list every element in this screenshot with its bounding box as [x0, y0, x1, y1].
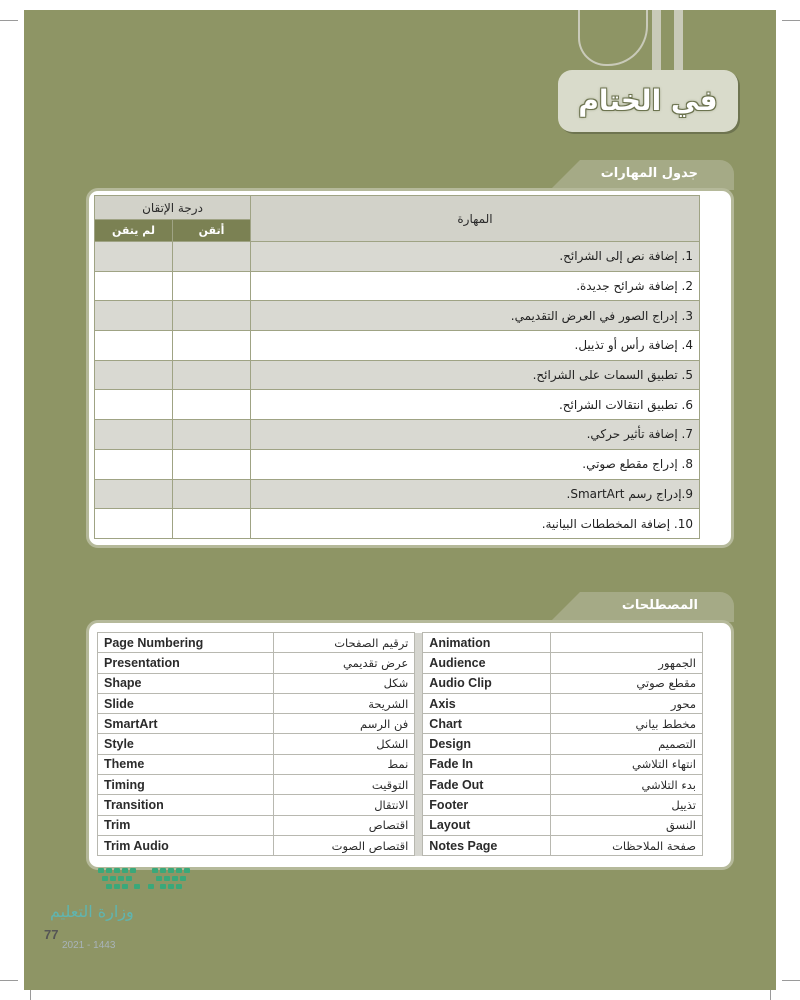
column-divider [415, 653, 423, 673]
mastered-cell[interactable] [173, 420, 251, 450]
page-title: في الختام [578, 84, 718, 117]
not-mastered-cell[interactable] [95, 301, 173, 331]
skills-table [94, 195, 700, 539]
term-english: Slide [98, 693, 274, 713]
mastered-cell[interactable] [173, 509, 251, 539]
term-english: Trim Audio [98, 835, 274, 855]
term-arabic: مقطع صوتي [550, 673, 702, 693]
term-arabic: النسق [550, 815, 702, 835]
column-divider [415, 754, 423, 774]
skill-text: 6. تطبيق انتقالات الشرائح. [251, 390, 700, 420]
not-mastered-cell[interactable] [95, 331, 173, 361]
not-mastered-cell[interactable] [95, 509, 173, 539]
term-arabic: شكل [274, 673, 415, 693]
column-divider [415, 775, 423, 795]
term-arabic: ترقيم الصفحات [274, 633, 415, 653]
crop-mark [0, 20, 18, 21]
page-number: 77 [44, 927, 59, 942]
skill-text: 3. إدراج الصور في العرض التقديمي. [251, 301, 700, 331]
term-row [98, 714, 703, 734]
skill-row [95, 449, 700, 479]
column-divider [415, 835, 423, 855]
skill-text: 4. إضافة رأس أو تذييل. [251, 331, 700, 361]
term-arabic: التوقيت [274, 775, 415, 795]
term-english: Trim [98, 815, 274, 835]
term-english: Footer [423, 795, 550, 815]
skill-text: 1. إضافة نص إلى الشرائح. [251, 242, 700, 272]
mastered-header: أتقن [173, 220, 251, 242]
term-arabic: الشكل [274, 734, 415, 754]
skill-row [95, 331, 700, 361]
term-arabic: اقتصاص [274, 815, 415, 835]
mastery-header: درجة الإتقان [95, 196, 251, 220]
term-arabic: تذييل [550, 795, 702, 815]
column-divider [415, 673, 423, 693]
hanger-wire [578, 10, 648, 66]
skill-text: 10. إضافة المخططات البيانية. [251, 509, 700, 539]
term-english: Axis [423, 693, 550, 713]
term-english: Fade In [423, 754, 550, 774]
term-english: Animation [423, 633, 550, 653]
term-row [98, 734, 703, 754]
mastered-cell[interactable] [173, 390, 251, 420]
term-arabic: الجمهور [550, 653, 702, 673]
term-row [98, 653, 703, 673]
terms-table [97, 632, 703, 856]
skill-text: 5. تطبيق السمات على الشرائح. [251, 360, 700, 390]
skill-text: 8. إدراج مقطع صوتي. [251, 449, 700, 479]
term-english: Chart [423, 714, 550, 734]
skill-row [95, 420, 700, 450]
skill-row [95, 509, 700, 539]
title-badge [558, 70, 738, 132]
terms-section-title: المصطلحات [621, 598, 698, 613]
term-arabic: عرض تقديمي [274, 653, 415, 673]
column-divider [415, 795, 423, 815]
not-mastered-cell[interactable] [95, 390, 173, 420]
term-row [98, 815, 703, 835]
skill-text: 2. إضافة شرائح جديدة. [251, 271, 700, 301]
term-arabic: نمط [274, 754, 415, 774]
skill-row [95, 479, 700, 509]
skill-row [95, 301, 700, 331]
column-divider [415, 714, 423, 734]
term-arabic: محور [550, 693, 702, 713]
ministry-year: 2021 - 1443 [62, 940, 116, 951]
term-arabic: فن الرسم [274, 714, 415, 734]
not-mastered-cell[interactable] [95, 271, 173, 301]
not-mastered-cell[interactable] [95, 360, 173, 390]
crop-mark [782, 980, 800, 981]
term-english: Page Numbering [98, 633, 274, 653]
term-english: Audio Clip [423, 673, 550, 693]
term-row [98, 673, 703, 693]
term-english: Presentation [98, 653, 274, 673]
term-arabic [550, 633, 702, 653]
ministry-logo-icon [96, 866, 192, 894]
term-arabic: انتهاء التلاشي [550, 754, 702, 774]
crop-mark [782, 20, 800, 21]
term-english: Audience [423, 653, 550, 673]
skill-text: 9.إدراج رسم SmartArt. [251, 479, 700, 509]
skill-row [95, 390, 700, 420]
term-row [98, 775, 703, 795]
ministry-name: وزارة التعليم [50, 902, 134, 921]
column-divider [415, 815, 423, 835]
term-arabic: مخطط بياني [550, 714, 702, 734]
term-arabic: الانتقال [274, 795, 415, 815]
hanger-left [652, 10, 661, 76]
column-divider [415, 734, 423, 754]
skill-row [95, 271, 700, 301]
mastered-cell[interactable] [173, 242, 251, 272]
term-arabic: اقتصاص الصوت [274, 835, 415, 855]
not-mastered-cell[interactable] [95, 449, 173, 479]
not-mastered-header: لم يتقن [95, 220, 173, 242]
mastered-cell[interactable] [173, 479, 251, 509]
skill-text: 7. إضافة تأثير حركي. [251, 420, 700, 450]
term-row [98, 633, 703, 653]
term-arabic: الشريحة [274, 693, 415, 713]
not-mastered-cell[interactable] [95, 479, 173, 509]
term-english: SmartArt [98, 714, 274, 734]
term-english: Shape [98, 673, 274, 693]
mastered-cell[interactable] [173, 360, 251, 390]
term-row [98, 795, 703, 815]
term-arabic: صفحة الملاحظات [550, 835, 702, 855]
mastered-cell[interactable] [173, 271, 251, 301]
mastered-cell[interactable] [173, 449, 251, 479]
not-mastered-cell[interactable] [95, 242, 173, 272]
term-row [98, 754, 703, 774]
term-arabic: التصميم [550, 734, 702, 754]
crop-mark [0, 980, 18, 981]
term-english: Style [98, 734, 274, 754]
column-divider [415, 633, 423, 653]
term-english: Theme [98, 754, 274, 774]
term-arabic: بدء التلاشي [550, 775, 702, 795]
skill-row [95, 242, 700, 272]
term-row [98, 835, 703, 855]
column-divider [415, 693, 423, 713]
term-english: Notes Page [423, 835, 550, 855]
term-row [98, 693, 703, 713]
term-english: Fade Out [423, 775, 550, 795]
mastered-cell[interactable] [173, 301, 251, 331]
term-english: Design [423, 734, 550, 754]
skill-header: المهارة [251, 196, 700, 242]
hanger-right [674, 10, 683, 76]
term-english: Layout [423, 815, 550, 835]
term-english: Transition [98, 795, 274, 815]
skills-section-title: جدول المهارات [600, 166, 698, 181]
mastered-cell[interactable] [173, 331, 251, 361]
term-english: Timing [98, 775, 274, 795]
skill-row [95, 360, 700, 390]
not-mastered-cell[interactable] [95, 420, 173, 450]
